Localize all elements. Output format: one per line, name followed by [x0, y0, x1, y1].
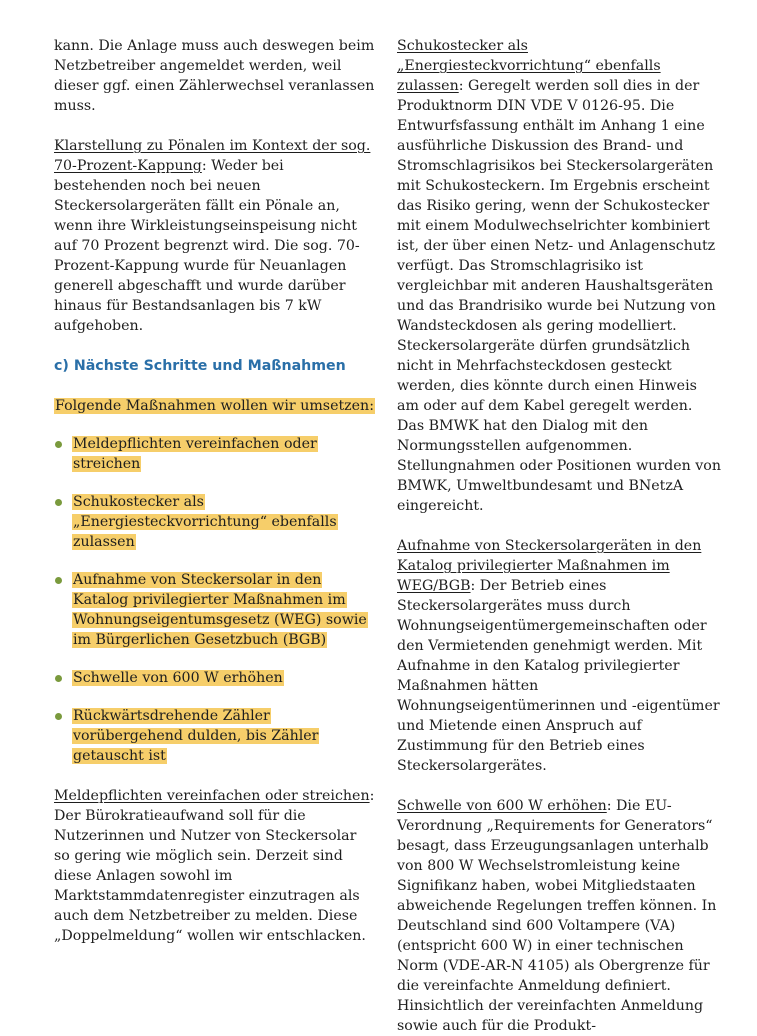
clarification-paragraph	[54, 136, 376, 336]
reporting-paragraph	[54, 786, 376, 946]
list-item	[54, 434, 376, 474]
reporting-text: : Der Bürokratieaufwand soll für die Nutzerinnen und Nutzer von Steckersolar so gering wie möglich sein. Derzeit sind diese Anlagen sowohl im Marktstammdatenregister einzutragen als auch dem Netzbetreiber zu melden. Diese „Doppelmeldung“ wollen wir entschlacken.	[54, 788, 375, 944]
catalog-paragraph	[397, 536, 722, 776]
measures-list	[54, 434, 376, 766]
schuko-paragraph	[397, 36, 722, 516]
bullet-icon	[55, 441, 62, 448]
list-item-text: Rückwärtsdrehende Zähler vorübergehend dulden, bis Zähler getauscht ist	[73, 708, 319, 764]
catalog-title: Aufnahme von Steckersolargeräten in den Katalog privilegierter Maßnahmen im WEG/BGB	[397, 538, 702, 594]
bullet-icon	[55, 713, 62, 720]
measures-intro-text: Folgende Maßnahmen wollen wir umsetzen:	[55, 398, 374, 414]
bullet-icon	[55, 577, 62, 584]
list-item	[54, 492, 376, 552]
threshold-text: : Die EU-Verordnung „Requirements for Generators“ besagt, dass Erzeugungsanlagen unterhalb von 800 W Wechselstromleistung keine Signifikanz haben, wobei Mitgliedstaaten abweichende Regelungen treffen können. In Deutschland sind 600 Voltampere (VA) (entspricht 600 W) in einer technischen Norm (VDE-AR-N 4105) als Obergrenze für die vereinfachte Anmeldung definiert. Hinsichtlich der vereinfachten Anmeldung sowie auch für die Produkt-	[397, 798, 717, 1034]
section-heading: c) Nächste Schritte und Maßnahmen	[54, 358, 346, 374]
list-spacer	[54, 552, 376, 570]
list-item	[54, 706, 376, 766]
list-item-text: Schwelle von 600 W erhöhen	[73, 670, 283, 686]
left-column	[54, 36, 376, 946]
list-item-text: Meldepflichten vereinfachen oder streichen	[73, 436, 317, 472]
schuko-title: Schukostecker als „Energiesteckvorrichtung“ ebenfalls zulassen	[397, 38, 661, 94]
list-item	[54, 570, 376, 650]
clarification-text: : Weder bei bestehenden noch bei neuen Steckersolargeräten fällt ein Pönale an, wenn ihre Wirkleistungseinspeisung nicht auf 70 Prozent begrenzt wird. Die sog. 70-Prozent-Kappung wurde für Neuanlagen generell abgeschafft und wurde darüber hinaus für Bestandsanlagen bis 7 kW aufgehoben.	[54, 158, 360, 334]
list-spacer	[54, 688, 376, 706]
right-column	[397, 36, 722, 1036]
bullet-icon	[55, 675, 62, 682]
list-item-text: Schukostecker als „Energiesteckvorrichtung“ ebenfalls zulassen	[73, 494, 337, 550]
threshold-title: Schwelle von 600 W erhöhen	[397, 798, 607, 814]
schuko-text: : Geregelt werden soll dies in der Produktnorm DIN VDE V 0126-95. Die Entwurfsfassung enthält im Anhang 1 eine ausführliche Diskussion des Brand- und Stromschlagrisikos bei Steckersolargeräten mit Schukosteckern. Im Ergebnis erscheint das Risiko gering, wenn der Schukostecker mit einem Modulwechselrichter kombiniert ist, der über einen Netz- und Anlagenschutz verfügt. Das Stromschlagrisiko ist vergleichbar mit anderen Haushaltsgeräten und das Brandrisiko wurde bei Nutzung von Wandsteckdosen als gering modelliert. Steckersolargeräte dürfen grundsätzlich nicht in Mehrfachsteckdosen gesteckt werden, dies könnte durch einen Hinweis am oder auf dem Kabel geregelt werden. Das BMWK hat den Dialog mit den Normungsstellen aufgenommen. Stellungnahmen oder Positionen wurden von BMWK, Umweltbundesamt und BNetzA eingereicht.	[397, 78, 721, 514]
threshold-paragraph	[397, 796, 722, 1036]
list-item-text: Aufnahme von Steckersolar in den Katalog privilegierter Maßnahmen im Wohnungseigentumsgesetz (WEG) sowie im Bürgerlichen Gesetzbuch (BGB)	[73, 572, 367, 648]
measures-intro	[54, 396, 376, 416]
reporting-title: Meldepflichten vereinfachen oder streichen	[54, 788, 370, 804]
list-spacer	[54, 474, 376, 492]
bullet-icon	[55, 499, 62, 506]
list-spacer	[54, 650, 376, 668]
catalog-text: : Der Betrieb eines Steckersolargerätes muss durch Wohnungseigentümergemeinschaften oder den Vermietenden genehmigt werden. Mit Aufnahme in den Katalog privilegierter Maßnahmen hätten Wohnungseigentümerinnen und -eigentümer und Mietende einen Anspruch auf Zustimmung für den Betrieb eines Steckersolargerätes.	[397, 578, 720, 774]
list-item	[54, 668, 376, 688]
clarification-title: Klarstellung zu Pönalen im Kontext der sog. 70-Prozent-Kappung	[54, 138, 371, 174]
intro-paragraph: kann. Die Anlage muss auch deswegen beim Netzbetreiber angemeldet werden, weil dieser ggf. einen Zählerwechsel veranlassen muss.	[54, 38, 375, 114]
